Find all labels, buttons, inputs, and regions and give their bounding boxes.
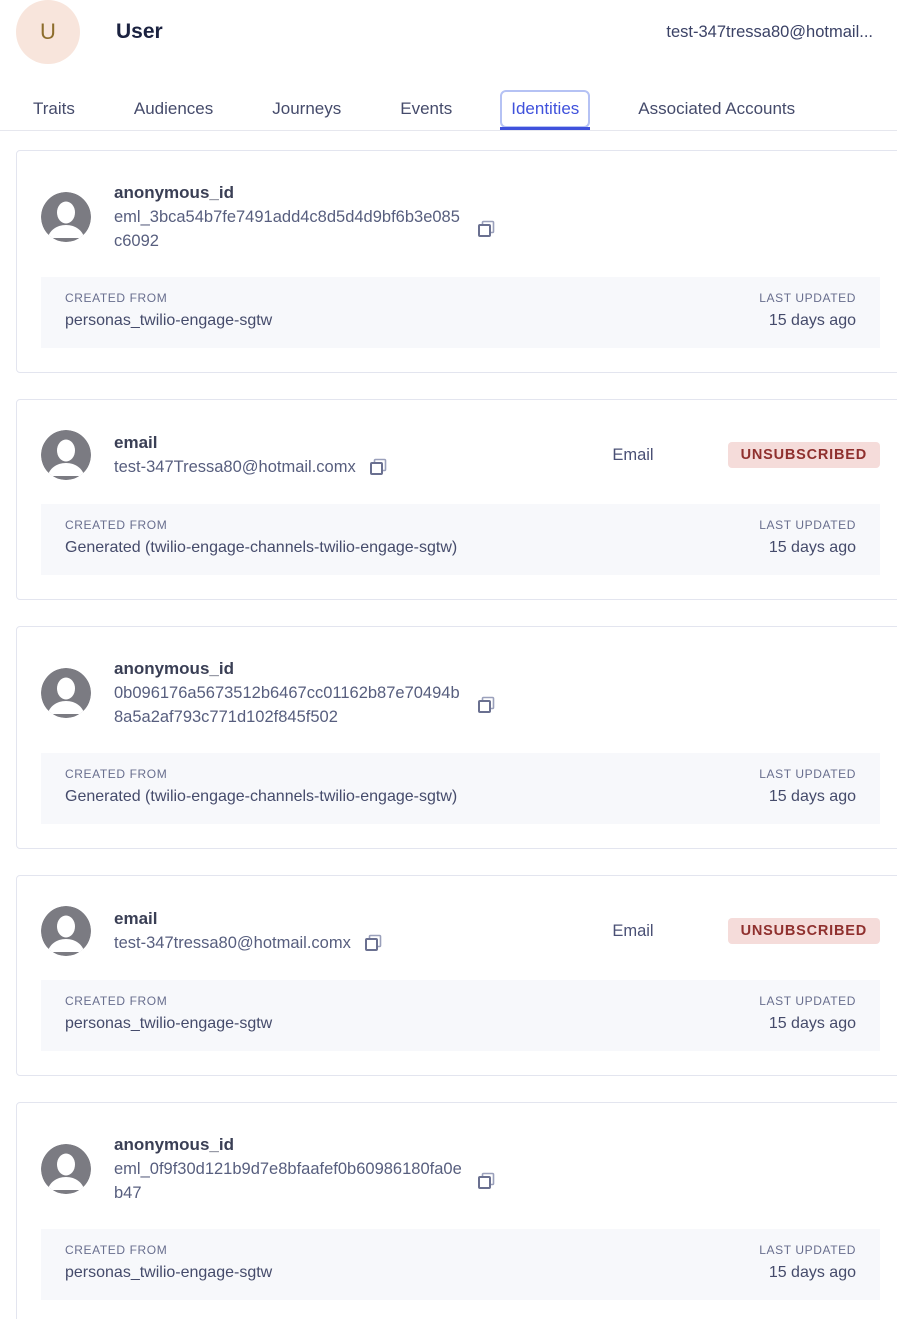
channel-label: Email xyxy=(612,445,654,464)
last-updated-label: LAST UPDATED xyxy=(759,1243,856,1257)
created-from-value: personas_twilio-engage-sgtw xyxy=(65,312,273,329)
tab-associated-accounts[interactable]: Associated Accounts xyxy=(638,99,796,118)
last-updated-label: LAST UPDATED xyxy=(759,518,856,532)
copy-icon[interactable] xyxy=(476,219,497,240)
identity-value: eml_0f9f30d121b9d7e8bfaafef0b60986180fa0eb47 xyxy=(114,1160,462,1202)
card-meta-strip xyxy=(41,980,880,1051)
person-avatar-icon xyxy=(41,430,91,480)
identity-type: anonymous_id xyxy=(114,183,234,202)
last-updated-value: 15 days ago xyxy=(768,312,856,329)
tab-events[interactable]: Events xyxy=(400,99,453,118)
person-avatar-icon xyxy=(41,906,91,956)
tab-identities[interactable]: Identities xyxy=(500,88,590,130)
identity-value: 0b096176a5673512b6467cc01162b87e70494b8a5a2af793c771d102f845f502 xyxy=(114,684,460,726)
identities-list xyxy=(0,131,897,1319)
created-from-value: Generated (twilio-engage-channels-twilio-engage-sgtw) xyxy=(65,788,458,805)
person-avatar-icon xyxy=(41,668,91,718)
identity-type: anonymous_id xyxy=(114,659,234,678)
last-updated-value: 15 days ago xyxy=(768,788,856,805)
created-from-label: CREATED FROM xyxy=(65,518,168,532)
identity-card xyxy=(16,399,897,600)
profile-header xyxy=(0,0,897,64)
copy-icon[interactable] xyxy=(368,457,389,478)
channel-label: Email xyxy=(612,921,654,940)
last-updated-value: 15 days ago xyxy=(768,539,856,556)
last-updated-value: 15 days ago xyxy=(768,1015,856,1032)
created-from-value: Generated (twilio-engage-channels-twilio-engage-sgtw) xyxy=(65,539,458,556)
created-from-label: CREATED FROM xyxy=(65,994,168,1008)
identity-type: email xyxy=(114,433,158,452)
card-meta-strip xyxy=(41,504,880,575)
person-avatar-icon xyxy=(41,192,91,242)
identity-type: anonymous_id xyxy=(114,1135,234,1154)
identity-card xyxy=(16,1102,897,1319)
created-from-label: CREATED FROM xyxy=(65,291,168,305)
created-from-label: CREATED FROM xyxy=(65,767,168,781)
last-updated-label: LAST UPDATED xyxy=(759,291,856,305)
tab-bar xyxy=(0,88,897,131)
copy-icon[interactable] xyxy=(476,1171,497,1192)
copy-icon[interactable] xyxy=(363,933,384,954)
subscription-status-badge: UNSUBSCRIBED xyxy=(728,918,880,944)
identity-type: email xyxy=(114,909,158,928)
card-meta-strip xyxy=(41,277,880,348)
subscription-status-badge: UNSUBSCRIBED xyxy=(728,442,880,468)
avatar xyxy=(16,0,80,64)
identity-card xyxy=(16,626,897,849)
created-from-value: personas_twilio-engage-sgtw xyxy=(65,1015,273,1032)
created-from-value: personas_twilio-engage-sgtw xyxy=(65,1264,273,1281)
profile-email: test-347tressa80@hotmail... xyxy=(666,22,873,41)
identity-value: test-347Tressa80@hotmail.comx xyxy=(114,458,356,476)
last-updated-label: LAST UPDATED xyxy=(759,994,856,1008)
page-title: User xyxy=(116,20,163,43)
tab-journeys[interactable]: Journeys xyxy=(272,99,342,118)
identity-card xyxy=(16,150,897,373)
person-avatar-icon xyxy=(41,1144,91,1194)
last-updated-label: LAST UPDATED xyxy=(759,767,856,781)
card-meta-strip xyxy=(41,753,880,824)
avatar-initial: U xyxy=(40,19,56,44)
created-from-label: CREATED FROM xyxy=(65,1243,168,1257)
last-updated-value: 15 days ago xyxy=(768,1264,856,1281)
tab-audiences[interactable]: Audiences xyxy=(133,99,214,118)
identity-value: eml_3bca54b7fe7491add4c8d5d4d9bf6b3e085c6092 xyxy=(114,208,460,250)
tab-traits[interactable]: Traits xyxy=(33,99,75,118)
card-meta-strip xyxy=(41,1229,880,1300)
copy-icon[interactable] xyxy=(476,695,497,716)
identity-value: test-347tressa80@hotmail.comx xyxy=(114,934,351,952)
identity-card xyxy=(16,875,897,1076)
